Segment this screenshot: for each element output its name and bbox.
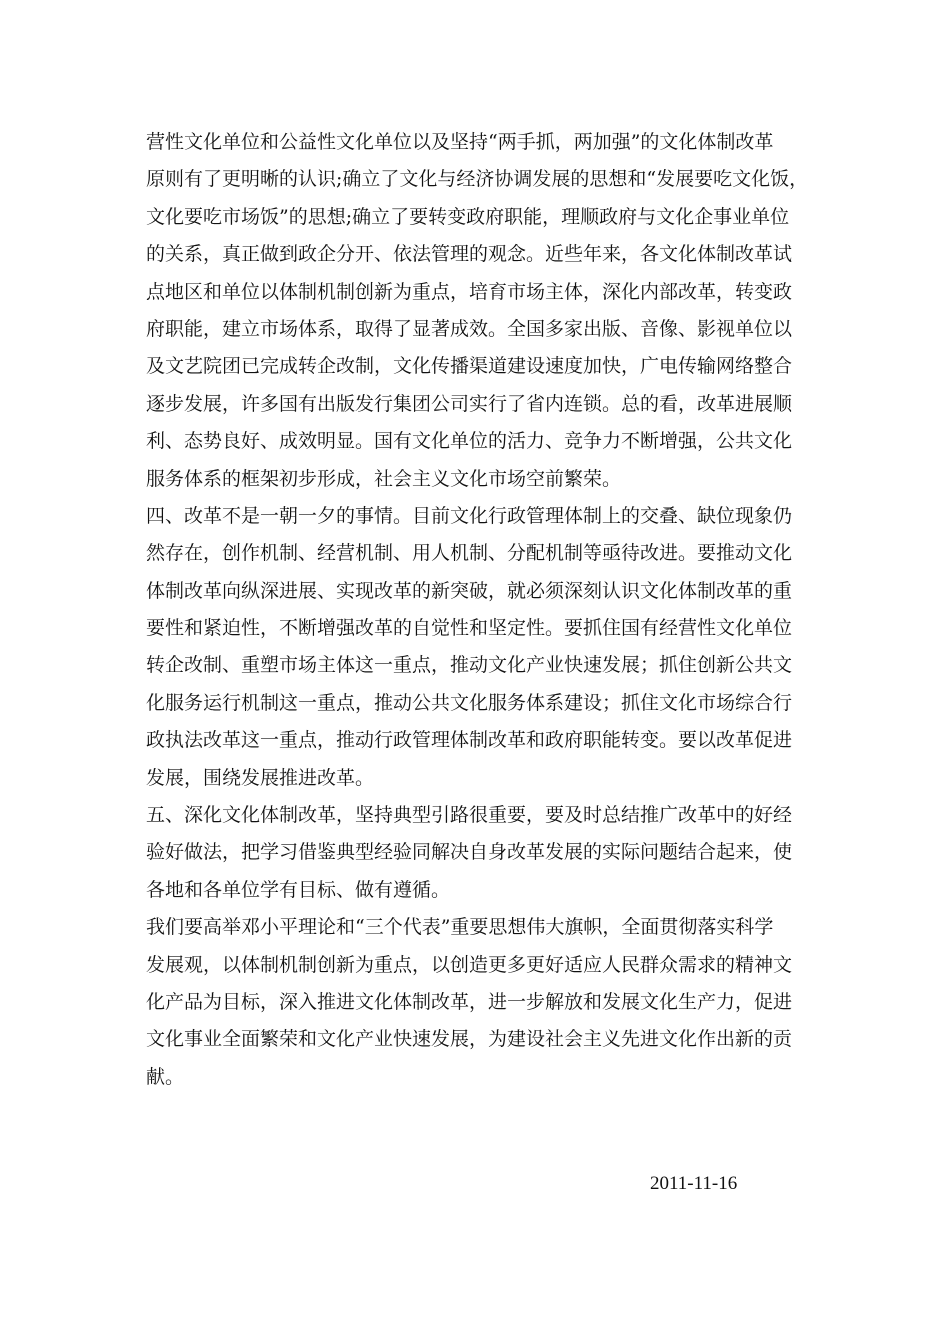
text-line: 体制改革向纵深进展、实现改革的新突破，就必须深刻认识文化体制改革的重 <box>146 579 793 602</box>
body-text <box>146 124 826 1096</box>
text-line: 献。 <box>146 1065 185 1088</box>
text-line: 服务体系的框架初步形成，社会主义文化市场空前繁荣。 <box>146 467 622 490</box>
text-line: 发展观，以体制机制创新为重点，以创造更多更好适应人民群众需求的精神文 <box>146 953 793 976</box>
text-line: 的关系，真正做到政企分开、依法管理的观念。近些年来，各文化体制改革试 <box>146 243 793 266</box>
text-line: 营性文化单位和公益性文化单位以及坚持“两手抓，两加强”的文化体制改革 <box>146 131 774 153</box>
text-line: 文化要吃市场饭”的思想;确立了要转变政府职能，理顺政府与文化企事业单位 <box>146 205 790 228</box>
text-line: 点地区和单位以体制机制创新为重点，培育市场主体，深化内部改革，转变政 <box>146 280 793 303</box>
text-line: 五、深化文化体制改革，坚持典型引路很重要，要及时总结推广改革中的好经 <box>146 804 793 827</box>
text-line: 逐步发展，许多国有出版发行集团公司实行了省内连锁。总的看，改革进展顺 <box>146 392 793 415</box>
text-line: 府职能，建立市场体系，取得了显著成效。全国多家出版、音像、影视单位以 <box>146 317 793 340</box>
text-line: 化产品为目标，深入推进文化体制改革，进一步解放和发展文化生产力，促进 <box>146 990 793 1013</box>
text-line: 发展，围绕发展推进改革。 <box>146 766 375 789</box>
text-line: 原则有了更明晰的认识;确立了文化与经济协调发展的思想和“发展要吃文化饭， <box>146 168 809 191</box>
text-line: 各地和各单位学有目标、做有遵循。 <box>146 878 451 901</box>
text-line: 及文艺院团已完成转企改制，文化传播渠道建设速度加快，广电传输网络整合 <box>146 355 793 378</box>
document-date: 2011-11-16 <box>650 1173 738 1194</box>
text-line: 我们要高举邓小平理论和“三个代表”重要思想伟大旗帜，全面贯彻落实科学 <box>146 916 774 939</box>
text-line: 验好做法，把学习借鉴典型经验同解决自身改革发展的实际问题结合起来，使 <box>146 841 793 864</box>
text-line: 转企改制、重塑市场主体这一重点，推动文化产业快速发展；抓住创新公共文 <box>146 654 793 677</box>
text-line: 化服务运行机制这一重点，推动公共文化服务体系建设；抓住文化市场综合行 <box>146 691 793 714</box>
text-line: 政执法改革这一重点，推动行政管理体制改革和政府职能转变。要以改革促进 <box>146 729 793 752</box>
text-line: 四、改革不是一朝一夕的事情。目前文化行政管理体制上的交叠、缺位现象仍 <box>146 504 793 527</box>
text-line: 然存在，创作机制、经营机制、用人机制、分配机制等亟待改进。要推动文化 <box>146 542 793 565</box>
text-line: 利、态势良好、成效明显。国有文化单位的活力、竞争力不断增强，公共文化 <box>146 430 793 453</box>
text-line: 文化事业全面繁荣和文化产业快速发展，为建设社会主义先进文化作出新的贡 <box>146 1028 793 1051</box>
text-line: 要性和紧迫性，不断增强改革的自觉性和坚定性。要抓住国有经营性文化单位 <box>146 617 793 640</box>
